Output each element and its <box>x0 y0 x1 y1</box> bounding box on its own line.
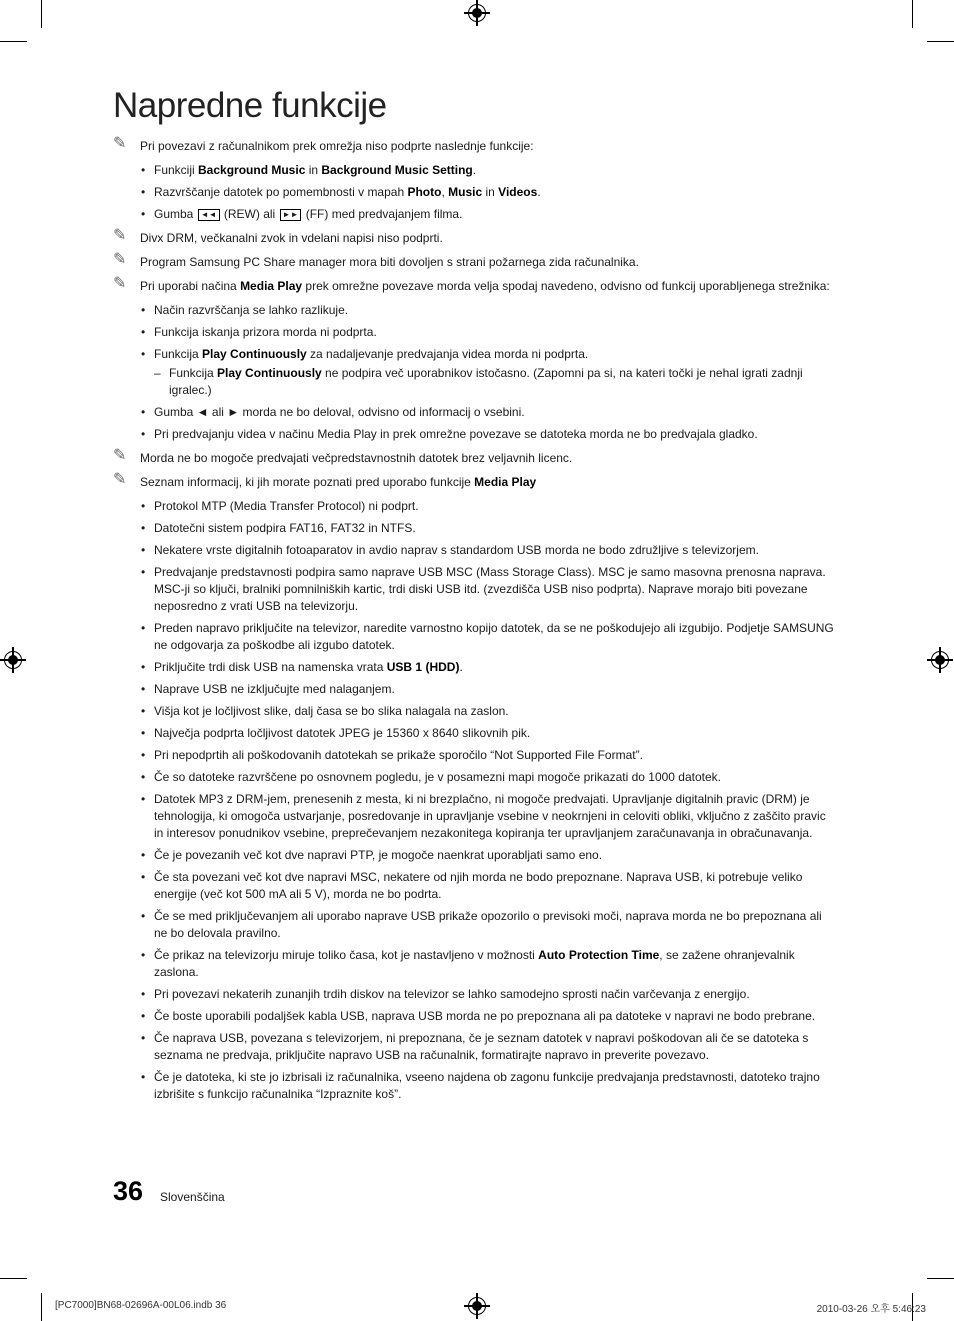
list-item: • Če boste uporabili podaljšek kabla USB, naprava USB morda ne po prepoznana ali pa datoteke v napravi ne bodo prebrane. <box>113 1008 838 1025</box>
text: in <box>482 185 499 199</box>
text: , se zažene ohranjevalnik zaslona. <box>154 948 795 979</box>
list-item: • Datotečni sistem podpira FAT16, FAT32 in NTFS. <box>113 520 838 537</box>
page-content <box>113 135 838 1110</box>
note <box>113 227 838 247</box>
list-item: • Funkcija iskanja prizora morda ni podprta. <box>113 324 838 341</box>
note-pencil-icon: ✎ <box>113 471 127 488</box>
bold-term: Media Play <box>240 279 303 293</box>
list-item: • Datotek MP3 z DRM-jem, prenesenih z mesta, ki ni brezplačno, ni mogoče predvajati. Upravljanje digitalnih pravic (DRM) je tehnologija, ki omogoča ustvarjanje, posredovanje in upravljanje vsebine v neokrnjeni in celoviti obliki, vključno z zaščito pravic in interesov ponudnikov vsebine, preprečevanjem nezakonitega kopiranja ter upravljanjem zaračunavanja in obračunavanja. <box>113 791 838 842</box>
note <box>113 275 838 295</box>
note-text: Morda ne bo mogoče predvajati večpredstavnostnih datotek brez veljavnih licenc. <box>140 451 573 465</box>
text: Seznam informacij, ki jih morate poznati pred uporabo funkcije <box>140 475 475 489</box>
text: ne podpira več uporabnikov istočasno. (Zapomni pa si, na kateri točki je nehal igrati zadnji igralec.) <box>169 366 803 397</box>
list-item: • Preden napravo priključite na televizor, naredite varnostno kopijo datotek, da se ne poškodujejo ali izgubijo. Podjetje SAMSUNG ne odgovarja za poškodbe ali izgubo datotek. <box>113 620 838 654</box>
crop-mark <box>927 41 954 42</box>
bold-term: Background Music Setting <box>321 163 473 177</box>
note-text: Program Samsung PC Share manager mora biti dovoljen s strani požarnega zida računalnika. <box>140 255 639 269</box>
registration-mark-icon <box>931 651 949 669</box>
list-item: • Če sta povezani več kot dve napravi MSC, nekatere od njih morda ne bodo prepoznane. Naprava USB, ki potrebuje veliko energije (več kot 500 mA ali 5 V), morda ne bo podrta. <box>113 869 838 903</box>
list-item: • Način razvrščanja se lahko razlikuje. <box>113 302 838 319</box>
text: . <box>537 185 541 199</box>
text: . <box>459 660 463 674</box>
note-pencil-icon: ✎ <box>113 447 127 464</box>
text: Če prikaz na televizorju miruje toliko časa, kot je nastavljeno v možnosti <box>154 948 539 962</box>
bullet-list <box>113 302 838 443</box>
list-item: • Če se med priključevanjem ali uporabo naprave USB prikaže opozorilo o previsoki moči, naprava morda ne bo prepoznana ali ne bo delovala pravilno. <box>113 908 838 942</box>
list-item: • Protokol MTP (Media Transfer Protocol) ni podprt. <box>113 498 838 515</box>
list-item: • Višja kot je ločljivost slike, dalj časa se bo slika nalagala na zaslon. <box>113 703 838 720</box>
list-item: • Če naprava USB, povezana s televizorjem, ni prepoznana, če je seznam datotek v napravi poškodovan ali če se datoteka s seznama ne predvaja, priključite napravo USB na računalnik, formatirajte napravo in preverite povezavo. <box>113 1030 838 1064</box>
text: , <box>441 185 449 199</box>
bold-term: Auto Protection Time <box>538 948 660 962</box>
text: in <box>305 163 322 177</box>
fast-forward-key-icon: ►► <box>280 209 302 221</box>
note-text: Divx DRM, večkanalni zvok in vdelani napisi niso podprti. <box>140 231 443 245</box>
text: Priključite trdi disk USB na namenska vrata <box>154 660 387 674</box>
note <box>113 447 838 467</box>
list-item <box>113 947 838 981</box>
text: Funkcija <box>169 366 218 380</box>
note-pencil-icon: ✎ <box>113 275 127 292</box>
list-item <box>113 659 838 676</box>
sub-list-item <box>154 365 838 399</box>
bullet-list <box>113 162 838 223</box>
note-pencil-icon: ✎ <box>113 227 127 244</box>
language-label: Slovenščina <box>160 1190 225 1204</box>
bold-term: USB 1 (HDD) <box>386 660 460 674</box>
text: Pri uporabi načina <box>140 279 241 293</box>
text: prek omrežne povezave morda velja spodaj navedeno, odvisno od funkcij uporabljenega strežnika: <box>302 279 830 293</box>
list-item: • Če so datoteke razvrščene po osnovnem pogledu, je v posamezni mapi mogoče prikazati do 1000 datotek. <box>113 769 838 786</box>
list-item: • Pri povezavi nekaterih zunanjih trdih diskov na televizor se lahko samodejno sprosti način varčevanja z energijo. <box>113 986 838 1003</box>
list-item: • Gumba ◄ ali ► morda ne bo deloval, odvisno od informacij o vsebini. <box>113 404 838 421</box>
list-item: • Pri nepodprtih ali poškodovanih datotekah se prikaže sporočilo “Not Supported File Format”. <box>113 747 838 764</box>
crop-mark <box>912 0 913 28</box>
bold-term: Media Play <box>474 475 537 489</box>
bold-term: Videos <box>498 185 538 199</box>
note-pencil-icon: ✎ <box>113 251 127 268</box>
list-item: • Pri predvajanju videa v načinu Media Play in prek omrežne povezave se datoteka morda ne bo predvajala gladko. <box>113 426 838 443</box>
registration-mark-icon <box>4 651 22 669</box>
page-number: 36 <box>113 1176 144 1206</box>
note <box>113 135 838 155</box>
bullet-list <box>113 498 838 1103</box>
crop-mark <box>0 41 27 42</box>
note-pencil-icon: ✎ <box>113 135 127 152</box>
bold-term: Play Continuously <box>202 347 307 361</box>
note-text: Pri povezavi z računalnikom prek omrežja niso podprte naslednje funkcije: <box>140 139 534 153</box>
rewind-key-icon: ◄◄ <box>198 209 220 221</box>
list-item: • Največja podprta ločljivost datotek JPEG je 15360 x 8640 slikovnih pik. <box>113 725 838 742</box>
bold-term: Photo <box>407 185 442 199</box>
note <box>113 471 838 491</box>
crop-mark <box>41 0 42 28</box>
list-item: • Če je datoteka, ki ste jo izbrisali iz računalnika, vseeno najdena ob zagonu funkcije predvajanja predstavnosti, datoteko trajno izbrišite s funkcijo računalnika “Izpraznite koš”. <box>113 1069 838 1103</box>
print-slug-right: 2010-03-26 오후 5:46:23 <box>816 1304 926 1315</box>
crop-mark <box>927 1278 954 1279</box>
registration-mark-icon <box>468 1297 486 1315</box>
list-item <box>113 206 838 223</box>
bold-term: Music <box>448 185 483 199</box>
sub-list <box>154 365 838 399</box>
text: za nadaljevanje predvajanja videa morda ni podprta. <box>306 347 589 361</box>
list-item: • Naprave USB ne izključujte med nalaganjem. <box>113 681 838 698</box>
list-item: • Če je povezanih več kot dve napravi PTP, je mogoče naenkrat uporabljati samo eno. <box>113 847 838 864</box>
note <box>113 251 838 271</box>
list-item <box>113 346 838 399</box>
text: (FF) med predvajanjem filma. <box>302 207 463 221</box>
list-item <box>113 162 838 179</box>
list-item: • Predvajanje predstavnosti podpira samo naprave USB MSC (Mass Storage Class). MSC je samo masovna prenosna naprava. MSC-ji so ključi, bralniki pomnilniških kartic, trdi diski USB itd. (zvezdišča USB niso podprta). Naprave morajo biti povezane neposredno z vrati USB na televizorju. <box>113 564 838 615</box>
text: Razvrščanje datotek po pomembnosti v mapah <box>154 185 408 199</box>
print-slug-left: [PC7000]BN68-02696A-00L06.indb 36 <box>55 1300 227 1311</box>
bold-term: Background Music <box>198 163 306 177</box>
crop-mark <box>0 1278 27 1279</box>
registration-mark-icon <box>468 4 486 22</box>
page-title: Napredne funkcije <box>113 86 387 125</box>
bold-term: Play Continuously <box>217 366 322 380</box>
list-item <box>113 184 838 201</box>
crop-mark <box>41 1293 42 1321</box>
text: . <box>472 163 477 177</box>
text: (REW) ali <box>220 207 279 221</box>
text: Funkcija <box>154 347 203 361</box>
text: Funkciji <box>154 163 199 177</box>
text: Gumba <box>154 207 197 221</box>
list-item: • Nekatere vrste digitalnih fotoaparatov in avdio naprav s standardom USB morda ne bodo združljive s televizorjem. <box>113 542 838 559</box>
